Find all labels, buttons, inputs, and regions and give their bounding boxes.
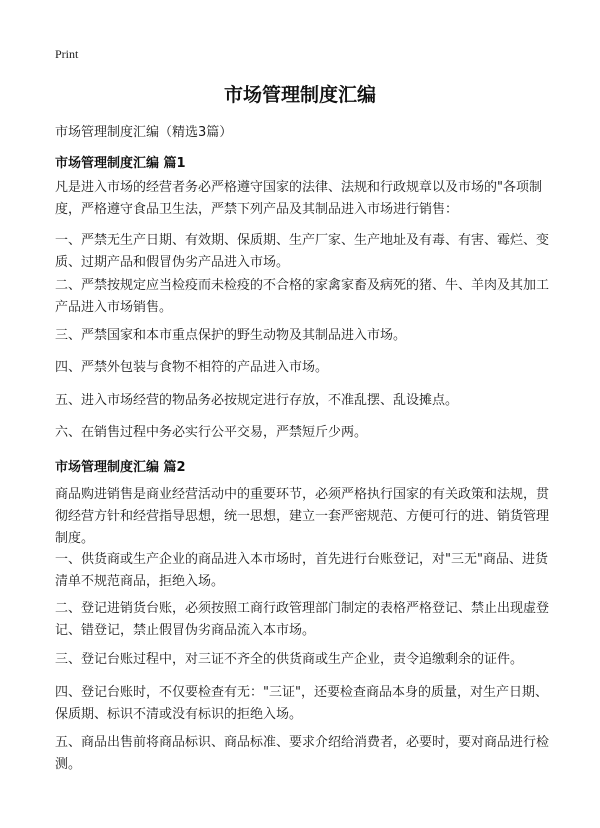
section-1-paragraph-intro: 凡是进入市场的经营者务必严格遵守国家的法律、法规和行政规章以及市场的"各项制度，严格遵守食品卫生法，严禁下列产品及其制品进入市场进行销售： <box>55 180 542 217</box>
section-2-paragraph-3: 三、登记台账过程中，对三证不齐全的供货商或生产企业，责令追缴剩余的证件。 <box>55 652 524 667</box>
section-1-paragraph-5: 五、进入市场经营的物品务必按规定进行存放，不准乱摆、乱设摊点。 <box>55 393 459 408</box>
section-1-paragraph-3: 三、严禁国家和本市重点保护的野生动物及其制品进入市场。 <box>55 328 407 343</box>
section-1-paragraph-4: 四、严禁外包装与食物不相符的产品进入市场。 <box>55 360 329 375</box>
section-1-heading: 市场管理制度汇编 篇1 <box>55 156 186 171</box>
section-2-paragraph-2: 二、登记进销货台账，必须按照工商行政管理部门制定的表格严格登记、禁止出现虚登记、错登记，禁止假冒伪劣商品流入本市场。 <box>55 601 550 638</box>
document-subtitle: 市场管理制度汇编（精选3篇） <box>55 125 233 140</box>
section-2-paragraph-4: 四、登记台账时，不仅要检查有无："三证"，还要检查商品本身的质量，对生产日期、保质期、标识不清或没有标识的拒绝入场。 <box>55 685 548 722</box>
section-1-paragraph-6: 六、在销售过程中务必实行公平交易，严禁短斤少两。 <box>55 425 368 440</box>
section-2-paragraph-1: 一、供货商或生产企业的商品进入本市场时，首先进行台账登记，对"三无"商品、进货清单不规范商品，拒绝入场。 <box>55 552 548 589</box>
print-label[interactable]: Print <box>55 47 79 61</box>
section-2-heading: 市场管理制度汇编 篇2 <box>55 460 186 475</box>
page-title: 市场管理制度汇编 <box>223 84 376 106</box>
section-2-paragraph-5: 五、商品出售前将商品标识、商品标准、要求介绍给消费者，必要时，要对商品进行检测。 <box>55 735 550 772</box>
section-1-paragraph-1: 一、严禁无生产日期、有效期、保质期、生产厂家、生产地址及有毒、有害、霉烂、变质、过期产品和假冒伪劣产品进入市场。 <box>55 233 550 270</box>
section-1-paragraph-2: 二、严禁按规定应当检疫而未检疫的不合格的家禽家畜及病死的猪、牛、羊肉及其加工产品进入市场销售。 <box>55 278 550 315</box>
section-2-paragraph-intro: 商品购进销售是商业经营活动中的重要环节，必须严格执行国家的有关政策和法规，贯彻经营方针和经营指导思想，统一思想，建立一套严密规范、方便可行的进、销货管理制度。 <box>55 487 550 546</box>
